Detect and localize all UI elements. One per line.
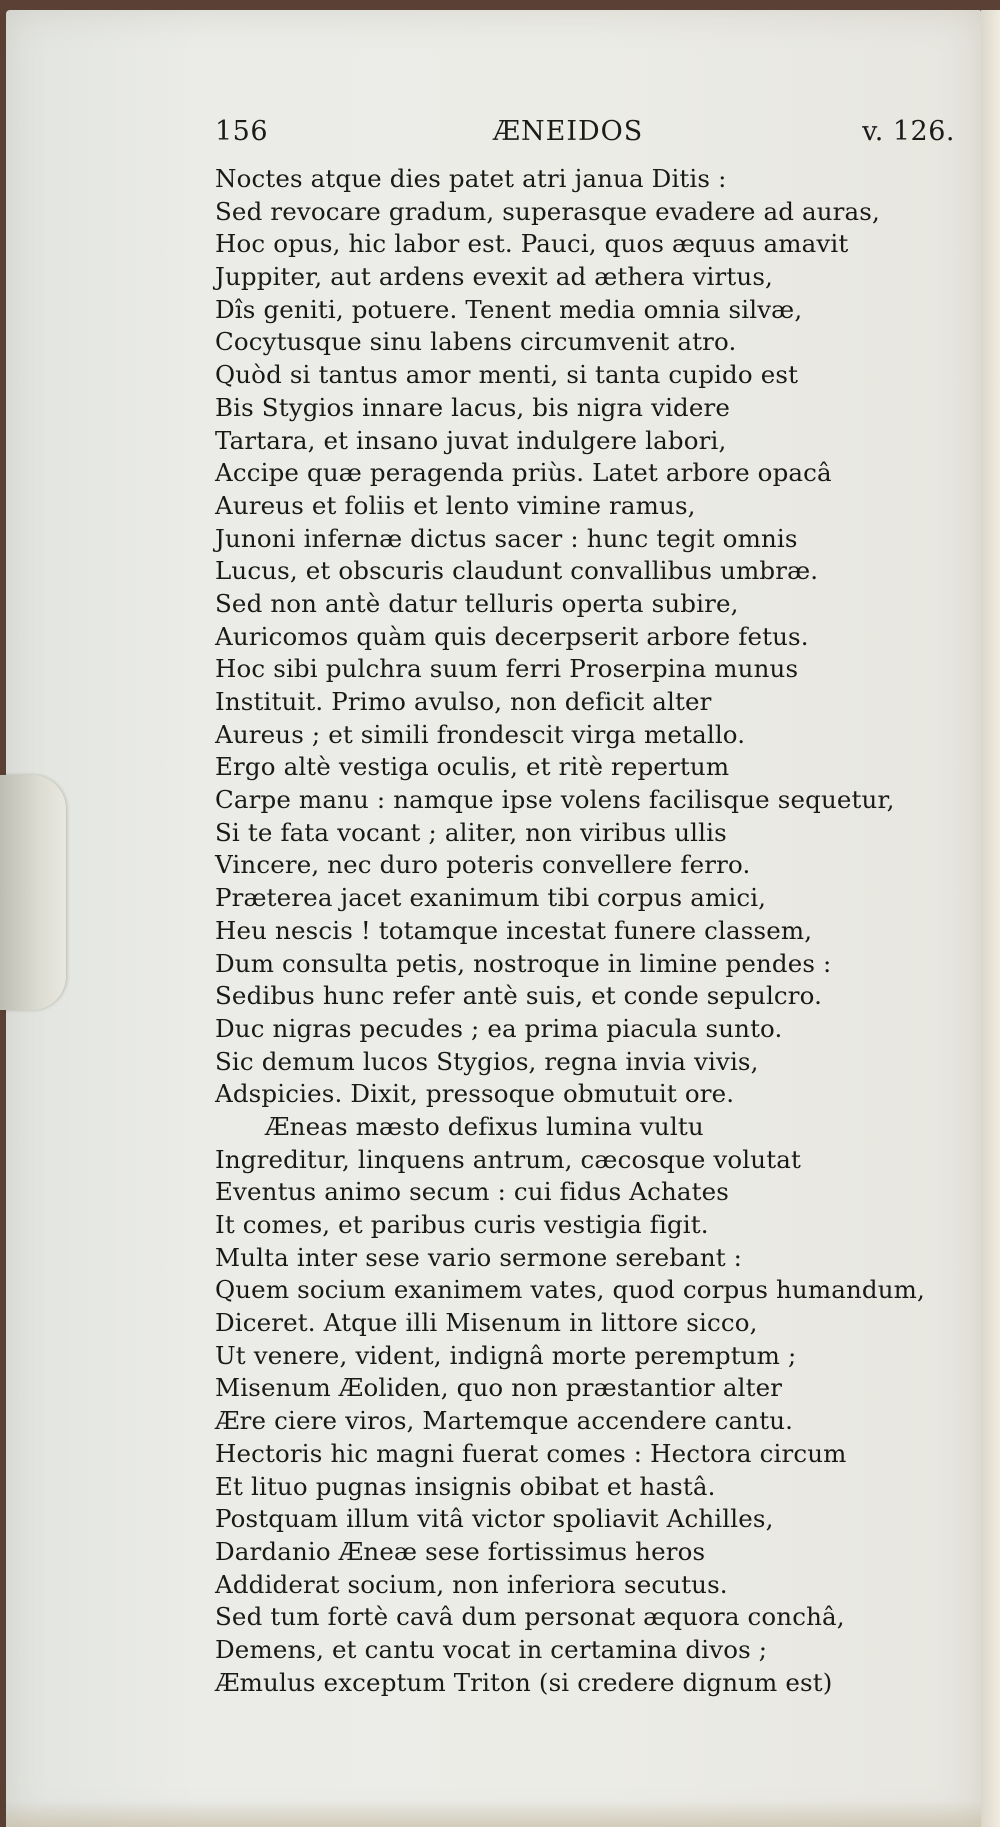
verse-line: Heu nescis ! totamque incestat funere classem, xyxy=(215,915,813,945)
verse-line: Sed non antè datur telluris operta subire, xyxy=(215,588,739,618)
verse-line: Juppiter, aut ardens evexit ad æthera virtus, xyxy=(215,262,773,292)
verse-line: Si te fata vocant ; aliter, non viribus ullis xyxy=(215,817,727,847)
verse-line: Quòd si tantus amor menti, si tanta cupido est xyxy=(215,360,799,390)
thumb-shadow xyxy=(0,775,66,1010)
page-bottom-edge xyxy=(6,1801,981,1827)
verse-line: Duc nigras pecudes ; ea prima piacula sunto. xyxy=(215,1013,783,1043)
page-number: 156 xyxy=(215,116,269,147)
verse-line: Lucus, et obscuris claudunt convallibus umbræ. xyxy=(215,556,819,586)
verse-line: Aureus ; et simili frondescit virga metallo. xyxy=(215,719,746,749)
verse-line: Postquam illum vitâ victor spoliavit Achilles, xyxy=(215,1504,774,1534)
verse-line: Auricomos quàm quis decerpserit arbore fetus. xyxy=(215,621,809,651)
verse-line: Hoc sibi pulchra suum ferri Proserpina munus xyxy=(215,654,799,684)
verse-line: Adspicies. Dixit, pressoque obmutuit ore. xyxy=(215,1079,735,1109)
verse-line: Hectoris hic magni fuerat comes : Hectora circum xyxy=(215,1438,847,1468)
verse-line: It comes, et paribus curis vestigia figit. xyxy=(215,1210,709,1239)
verse-line: Sed revocare gradum, superasque evadere ad auras, xyxy=(215,196,880,226)
verse-line: Demens, et cantu vocat in certamina divos ; xyxy=(215,1634,768,1664)
verse-line: Aureus et foliis et lento vimine ramus, xyxy=(215,490,696,520)
verse-line: Æmulus exceptum Triton (si credere dignum est) xyxy=(215,1667,833,1697)
verse-line: Carpe manu : namque ipse volens facilisque sequetur, xyxy=(215,785,895,815)
verse-line: Ære ciere viros, Martemque accendere cantu. xyxy=(215,1406,794,1436)
verse-line: Accipe quæ peragenda priùs. Latet arbore opacâ xyxy=(215,458,832,488)
verse-line: Diceret. Atque illi Misenum in littore sicco, xyxy=(215,1308,758,1338)
line-reference: v. 126. xyxy=(862,116,955,147)
verse-line: Sed tum fortè cavâ dum personat æquora conchâ, xyxy=(215,1602,845,1632)
verse-line: Sedibus hunc refer antè suis, et conde sepulcro. xyxy=(215,981,823,1011)
verse-line: Æneas mæsto defixus lumina vultu xyxy=(265,1111,704,1141)
verse-line: Instituit. Primo avulso, non deficit alter xyxy=(215,687,712,716)
verse-line: Cocytusque sinu labens circumvenit atro. xyxy=(215,327,737,357)
verse-line: Vincere, nec duro poteris convellere ferro. xyxy=(215,850,751,880)
verse-line: Quem socium exanimem vates, quod corpus humandum, xyxy=(215,1275,925,1305)
verse-line: Multa inter sese vario sermone serebant : xyxy=(215,1242,743,1272)
verse-line: Eventus animo secum : cui fidus Achates xyxy=(215,1177,730,1207)
verse-line: Præterea jacet exanimum tibi corpus amici, xyxy=(215,883,767,913)
verse-text xyxy=(215,163,975,1699)
verse-line: Et lituo pugnas insignis obibat et hastâ. xyxy=(215,1471,716,1501)
verse-line: Dum consulta petis, nostroque in limine pendes : xyxy=(215,948,832,978)
verse-line: Misenum Æoliden, quo non præstantior alter xyxy=(215,1373,783,1403)
verse-line: Bis Stygios innare lacus, bis nigra videre xyxy=(215,392,731,422)
verse-line: Ut venere, vident, indignâ morte peremptum ; xyxy=(215,1340,797,1370)
verse-line: Noctes atque dies patet atri janua Ditis : xyxy=(215,164,727,193)
running-title: ÆNEIDOS xyxy=(493,116,644,147)
verse-line: Sic demum lucos Stygios, regna invia vivis, xyxy=(215,1046,759,1076)
verse-line: Addiderat socium, non inferiora secutus. xyxy=(215,1569,728,1599)
verse-line: Ergo altè vestiga oculis, et ritè repertum xyxy=(215,752,730,782)
verse-line: Dardanio Æneæ sese fortissimus heros xyxy=(215,1536,706,1566)
verse-line: Hoc opus, hic labor est. Pauci, quos æquus amavit xyxy=(215,229,849,259)
page-right-edge xyxy=(981,10,1000,1827)
verse-line: Junoni infernæ dictus sacer : hunc tegit omnis xyxy=(215,523,798,553)
verse-line: Dîs geniti, potuere. Tenent media omnia silvæ, xyxy=(215,294,803,324)
verse-line: Tartara, et insano juvat indulgere labori, xyxy=(215,425,727,455)
page-header xyxy=(215,116,955,156)
verse-line: Ingreditur, linquens antrum, cæcosque volutat xyxy=(215,1144,801,1174)
